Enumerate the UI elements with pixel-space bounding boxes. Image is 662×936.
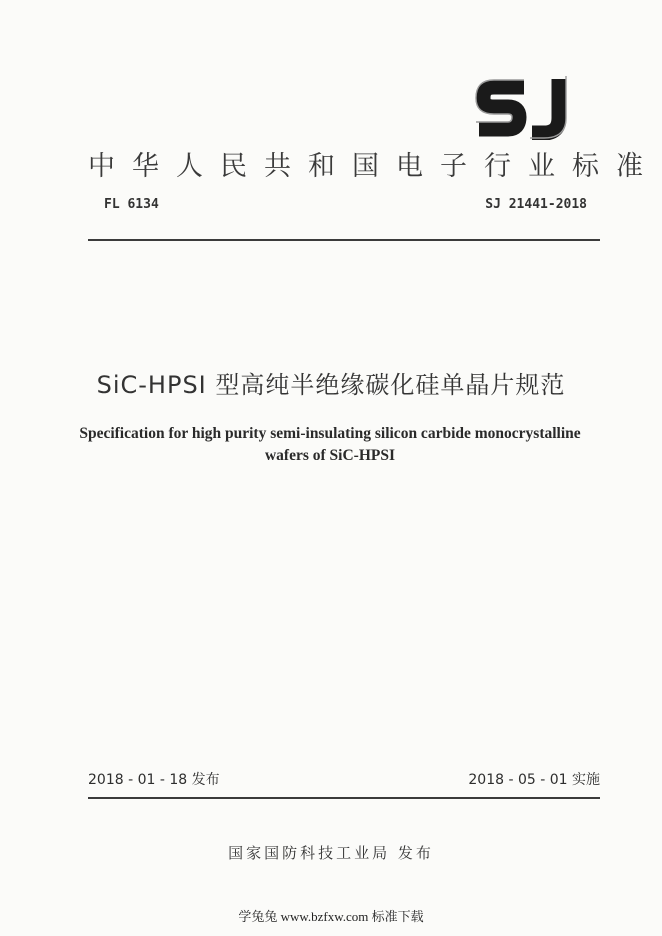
classification-code: FL 6134 <box>104 197 159 212</box>
implementation-date: 2018 - 05 - 01 实施 <box>468 772 600 788</box>
issue-date: 2018 - 01 - 18 发布 <box>88 772 220 788</box>
standard-category-heading: 中华人民共和国电子行业标准 <box>88 151 660 182</box>
publisher: 国家国防科技工业局 发布 <box>228 844 434 862</box>
standard-number: SJ 21441-2018 <box>485 197 587 212</box>
sj-logo <box>474 74 572 140</box>
top-divider <box>88 239 600 241</box>
title-english <box>60 423 600 467</box>
sj-logo-graphic <box>474 74 572 140</box>
title-english-line-1: Specification for high purity semi-insulating silicon carbide monocrystalline <box>79 425 581 442</box>
title-chinese: SiC-HPSI 型高纯半绝缘碳化硅单晶片规范 <box>96 371 566 399</box>
title-english-line-2: wafers of SiC-HPSI <box>264 447 396 464</box>
bottom-divider <box>88 797 600 799</box>
footer-watermark: 学兔兔 www.bzfxw.com 标准下载 <box>238 909 424 924</box>
